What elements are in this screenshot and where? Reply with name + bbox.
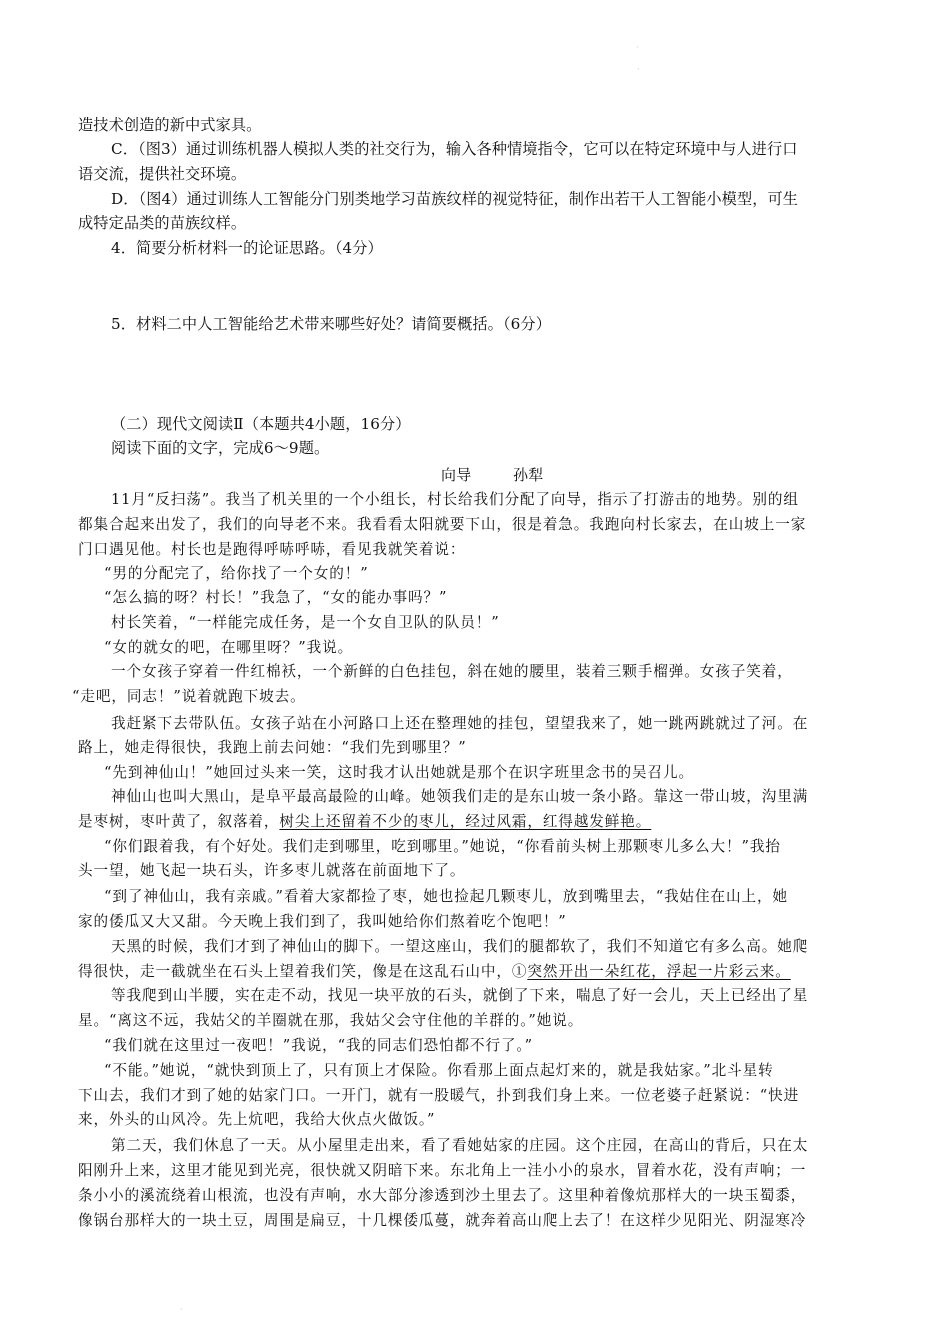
- story-line: “你们跟着我，有个好处。我们走到哪里，吃到哪里。”她说，“你看前头树上那颗枣儿多么大！”我抬: [104, 838, 781, 855]
- underlined-sentence-1: 突然开出一朵红花，浮起一片彩云来。: [527, 963, 791, 980]
- story-line: “不能。”她说，“就快到顶上了，只有顶上才保险。你看那上面点起灯来的，就是我姑家。”北斗星转: [104, 1062, 774, 1079]
- underlined-sentence: 树尖上还留着不少的枣儿，经过风霜，红得越发鲜艳。: [279, 813, 652, 830]
- story-line: “先到神仙山！”她回过头来一笑，这时我才认出她就是那个在识字班里念书的吴召儿。: [104, 764, 694, 781]
- story-line: [78, 961, 791, 983]
- story-line: 下山去，我们才到了她的姑家门口。一开门，就有一股暖气，扑到我们身上来。一位老婆子赶紧说：“快进: [78, 1087, 800, 1104]
- story-line: “女的就女的吧，在哪里呀？”我说。: [104, 639, 354, 656]
- story-line: 家的倭瓜又大又甜。今天晚上我们到了，我叫她给你们熬着吃个饱吧！”: [78, 913, 567, 930]
- story-line: 路上，她走得很快，我跑上前去问她：“我们先到哪里？”: [78, 739, 467, 756]
- question-5: 5．材料二中人工智能给艺术带来哪些好处？请简要概括。（6分）: [111, 315, 551, 333]
- option-d-line1: D．（图4）通过训练人工智能分门别类地学习苗族纹样的视觉特征，制作出若干人工智能小模型，可生: [111, 190, 799, 208]
- story-line: “怎么搞的呀？村长！”我急了，“女的能办事吗？”: [104, 589, 448, 606]
- section-heading: （二）现代文阅读Ⅱ（本题共4小题，16分）: [111, 415, 411, 433]
- story-line: 天黑的时候，我们才到了神仙山的脚下。一望这座山，我们的腿都软了，我们不知道它有多么高。她爬: [111, 938, 809, 955]
- question-4: 4．简要分析材料一的论证思路。（4分）: [111, 239, 383, 257]
- story-line: 来，外头的山风冷。先上炕吧，我给大伙点火做饭。”: [78, 1111, 436, 1128]
- option-c-line2: 语交流，提供社交环境。: [78, 165, 247, 183]
- section-instruction: 阅读下面的文字，完成6～9题。: [111, 439, 330, 457]
- story-line: 头一望，她飞起一块石头，许多枣儿就落在前面地下了。: [78, 862, 466, 879]
- option-c-line1: C．（图3）通过训练机器人模拟人类的社交行为，输入各种情境指令，它可以在特定环境中与人进行口: [111, 140, 798, 158]
- scan-speck: ·: [180, 1305, 183, 1314]
- story-line: 星。“离这不远，我姑父的羊圈就在那，我姑父会守住他的羊群的。”她说。: [78, 1012, 584, 1029]
- story-line: 阳刚升上来，这里才能见到光亮，很快就又阴暗下来。东北角上一洼小小的泉水，冒着水花，没有声响；一: [78, 1162, 807, 1179]
- article-author: 孙犁: [513, 466, 544, 484]
- story-line: 像锅台那样大的一块土豆，周围是扁豆，十几棵倭瓜蔓，就奔着高山爬上去了！在这样少见阳光、阴湿寒冷: [78, 1212, 807, 1229]
- story-line: 等我爬到山半腰，实在走不动，找见一块平放的石头，就倒了下来，喘息了好一会儿，天上已经出了星: [111, 987, 809, 1004]
- story-text: 是枣树，枣叶黄了，叙落着，: [78, 813, 280, 830]
- scan-speck: ·: [636, 43, 639, 52]
- story-line: “走吧，同志！”说着就跑下坡去。: [72, 688, 306, 705]
- story-line: 11月“反扫荡”。我当了机关里的一个小组长，村长给我们分配了向导，指示了打游击的地势。别的组: [111, 491, 799, 508]
- story-text: 得很快，走一截就坐在石头上望着我们笑，像是在这乱石山中，①: [78, 963, 528, 980]
- story-line: 门口遇见他。村长也是跑得呼哧呼哧，看见我就笑着说：: [78, 541, 466, 558]
- story-line: 神仙山也叫大黑山，是阜平最高最险的山峰。她领我们走的是东山坡一条小路。靠这一带山坡，沟里满: [111, 788, 809, 805]
- story-line: “我们就在这里过一夜吧！”我说，“我的同志们恐怕都不行了。”: [104, 1037, 533, 1054]
- option-b-tail: 造技术创造的新中式家具。: [78, 116, 262, 134]
- scan-speck: ·: [637, 65, 640, 74]
- story-line: “到了神仙山，我有亲戚。”看着大家都捡了枣，她也捡起几颗枣儿，放到嘴里去，“我姑住在山上，她: [104, 888, 789, 905]
- story-line: 我赶紧下去带队伍。女孩子站在小河路口上还在整理她的挂包，望望我来了，她一跳两跳就过了河。在: [111, 715, 809, 732]
- story-line: 村长笑着，“一样能完成任务，是一个女自卫队的队员！”: [111, 614, 500, 631]
- story-line: [78, 811, 651, 833]
- story-line: “男的分配完了，给你找了一个女的！”: [104, 565, 369, 582]
- story-line: 第二天，我们休息了一天。从小屋里走出来，看了看她姑家的庄园。这个庄园，在高山的背后，只在太: [111, 1137, 809, 1154]
- article-title: 向导: [441, 466, 472, 484]
- story-line: 都集合起来出发了，我们的向导老不来。我看看太阳就要下山，很是着急。我跑向村长家去，在山坡上一家: [78, 516, 807, 533]
- option-d-line2: 成特定品类的苗族纹样。: [78, 214, 247, 232]
- story-line: 条小小的溪流绕着山根流，也没有声响，水大部分渗透到沙土里去了。这里种着像炕那样大的一块玉蜀黍，: [78, 1187, 807, 1204]
- story-line: 一个女孩子穿着一件红棉袄，一个新鲜的白色挂包，斜在她的腰里，装着三颗手榴弹。女孩子笑着，: [111, 663, 793, 680]
